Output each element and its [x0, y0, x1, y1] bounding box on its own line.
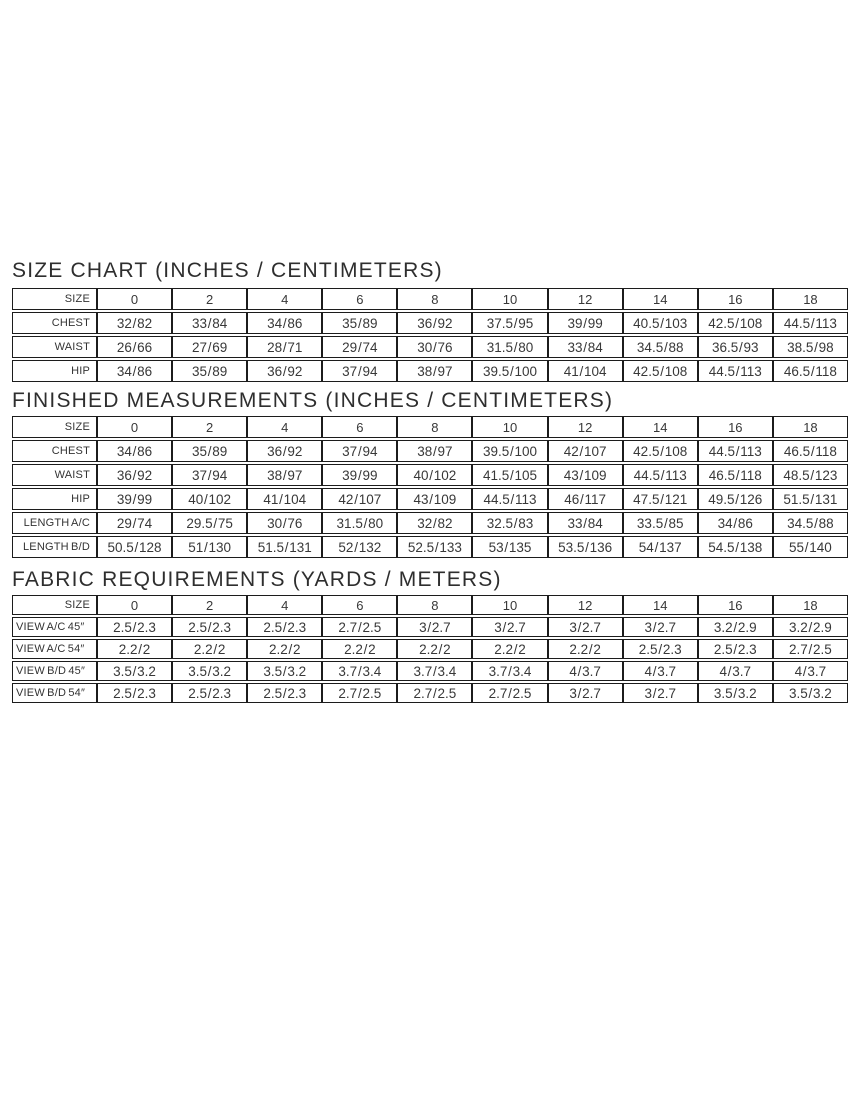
size-column-header: 16 [698, 288, 773, 310]
size-column-header: 18 [773, 288, 848, 310]
measurement-cell: 2.7 / 2.5 [472, 683, 547, 703]
measurement-cell: 27 / 69 [172, 336, 247, 358]
size-column-header: 6 [322, 595, 397, 615]
measurement-cell: 2.5 / 2.3 [97, 617, 172, 637]
measurement-cell: 40 / 102 [397, 464, 472, 486]
measurement-cell: 39.5 / 100 [472, 440, 547, 462]
measurement-cell: 4 / 3.7 [773, 661, 848, 681]
measurement-cell: 29.5 / 75 [172, 512, 247, 534]
measurement-cell: 53.5 / 136 [548, 536, 623, 558]
measurement-cell: 38 / 97 [397, 360, 472, 382]
size-column-header: 10 [472, 288, 547, 310]
measurement-cell: 41 / 104 [247, 488, 322, 510]
size-column-header: 10 [472, 416, 547, 438]
measurement-cell: 38.5 / 98 [773, 336, 848, 358]
measurement-cell: 36.5 / 93 [698, 336, 773, 358]
measurement-cell: 46 / 117 [548, 488, 623, 510]
size-header-row [12, 288, 848, 310]
measurement-cell: 55 / 140 [773, 536, 848, 558]
measurement-cell: 3.7 / 3.4 [322, 661, 397, 681]
measurement-cell: 46.5 / 118 [773, 360, 848, 382]
measurement-cell: 2.5 / 2.3 [623, 639, 698, 659]
measurement-cell: 2.7 / 2.5 [322, 683, 397, 703]
measurement-cell: 3.2 / 2.9 [773, 617, 848, 637]
measurement-cell: 40.5 / 103 [623, 312, 698, 334]
measurement-cell: 34 / 86 [698, 512, 773, 534]
row-label: VIEW A/C 54″ [12, 639, 97, 659]
size-column-header: 12 [548, 595, 623, 615]
measurement-cell: 42.5 / 108 [698, 312, 773, 334]
size-column-header: 2 [172, 595, 247, 615]
table-row [12, 488, 848, 510]
size-header-label: SIZE [12, 595, 97, 615]
fabric-requirements-table [12, 593, 848, 705]
measurement-cell: 3.5 / 3.2 [97, 661, 172, 681]
measurement-cell: 2.5 / 2.3 [172, 683, 247, 703]
measurement-cell: 48.5 / 123 [773, 464, 848, 486]
row-label: CHEST [12, 440, 97, 462]
row-label: WAIST [12, 336, 97, 358]
measurement-cell: 39.5 / 100 [472, 360, 547, 382]
measurement-cell: 3 / 2.7 [623, 683, 698, 703]
size-column-header: 18 [773, 595, 848, 615]
measurement-cell: 37.5 / 95 [472, 312, 547, 334]
measurement-cell: 3.2 / 2.9 [698, 617, 773, 637]
measurement-cell: 4 / 3.7 [548, 661, 623, 681]
measurement-cell: 51.5 / 131 [773, 488, 848, 510]
table-row [12, 312, 848, 334]
row-label: LENGTH B/D [12, 536, 97, 558]
measurement-cell: 40 / 102 [172, 488, 247, 510]
size-column-header: 10 [472, 595, 547, 615]
measurement-cell: 52 / 132 [322, 536, 397, 558]
measurement-cell: 33 / 84 [172, 312, 247, 334]
measurement-cell: 37 / 94 [322, 360, 397, 382]
measurement-cell: 53 / 135 [472, 536, 547, 558]
measurement-cell: 49.5 / 126 [698, 488, 773, 510]
row-label: VIEW B/D 54″ [12, 683, 97, 703]
table-row [12, 464, 848, 486]
size-column-header: 4 [247, 416, 322, 438]
measurement-cell: 2.5 / 2.3 [97, 683, 172, 703]
measurement-cell: 31.5 / 80 [472, 336, 547, 358]
measurement-cell: 3.7 / 3.4 [397, 661, 472, 681]
measurement-cell: 42.5 / 108 [623, 360, 698, 382]
size-column-header: 16 [698, 416, 773, 438]
measurement-cell: 32 / 82 [397, 512, 472, 534]
row-label: HIP [12, 488, 97, 510]
size-column-header: 6 [322, 416, 397, 438]
table-row [12, 639, 848, 659]
size-header-row [12, 595, 848, 615]
measurement-cell: 29 / 74 [322, 336, 397, 358]
size-column-header: 12 [548, 288, 623, 310]
size-header-label: SIZE [12, 288, 97, 310]
row-label: CHEST [12, 312, 97, 334]
fabric-requirements-title: FABRIC REQUIREMENTS (YARDS / METERS) [12, 568, 502, 591]
measurement-cell: 35 / 89 [322, 312, 397, 334]
measurement-cell: 44.5 / 113 [623, 464, 698, 486]
size-header-label: SIZE [12, 416, 97, 438]
measurement-cell: 52.5 / 133 [397, 536, 472, 558]
measurement-cell: 2.7 / 2.5 [397, 683, 472, 703]
measurement-cell: 30 / 76 [397, 336, 472, 358]
measurement-cell: 33 / 84 [548, 512, 623, 534]
measurement-cell: 3.5 / 3.2 [247, 661, 322, 681]
measurement-cell: 2.2 / 2 [247, 639, 322, 659]
finished-measurements-section [12, 390, 848, 560]
measurement-cell: 32.5 / 83 [472, 512, 547, 534]
measurement-cell: 43 / 109 [397, 488, 472, 510]
measurement-cell: 46.5 / 118 [698, 464, 773, 486]
measurement-cell: 34 / 86 [247, 312, 322, 334]
measurement-cell: 3.5 / 3.2 [698, 683, 773, 703]
size-chart-section [12, 260, 848, 384]
measurement-cell: 31.5 / 80 [322, 512, 397, 534]
size-column-header: 18 [773, 416, 848, 438]
table-row [12, 360, 848, 382]
measurement-cell: 42.5 / 108 [623, 440, 698, 462]
measurement-cell: 54 / 137 [623, 536, 698, 558]
measurement-cell: 42 / 107 [548, 440, 623, 462]
measurement-cell: 37 / 94 [172, 464, 247, 486]
measurement-cell: 3.5 / 3.2 [773, 683, 848, 703]
measurement-cell: 44.5 / 113 [698, 440, 773, 462]
measurement-cell: 44.5 / 113 [698, 360, 773, 382]
measurement-cell: 54.5 / 138 [698, 536, 773, 558]
measurement-cell: 38 / 97 [247, 464, 322, 486]
row-label: HIP [12, 360, 97, 382]
measurement-cell: 36 / 92 [247, 440, 322, 462]
measurement-cell: 3.7 / 3.4 [472, 661, 547, 681]
measurement-cell: 3 / 2.7 [548, 617, 623, 637]
measurement-cell: 2.7 / 2.5 [773, 639, 848, 659]
measurement-cell: 37 / 94 [322, 440, 397, 462]
measurement-cell: 26 / 66 [97, 336, 172, 358]
measurement-cell: 3 / 2.7 [623, 617, 698, 637]
size-chart-title: SIZE CHART (INCHES / CENTIMETERS) [12, 259, 443, 282]
table-row [12, 617, 848, 637]
size-column-header: 2 [172, 416, 247, 438]
row-label: VIEW A/C 45″ [12, 617, 97, 637]
table-row [12, 336, 848, 358]
fabric-requirements-section [12, 569, 848, 705]
measurement-cell: 36 / 92 [97, 464, 172, 486]
measurement-cell: 4 / 3.7 [623, 661, 698, 681]
measurement-cell: 29 / 74 [97, 512, 172, 534]
row-label: VIEW B/D 45″ [12, 661, 97, 681]
measurement-cell: 47.5 / 121 [623, 488, 698, 510]
measurement-cell: 33.5 / 85 [623, 512, 698, 534]
size-column-header: 8 [397, 288, 472, 310]
finished-measurements-title: FINISHED MEASUREMENTS (INCHES / CENTIMETERS) [12, 389, 614, 412]
measurement-cell: 43 / 109 [548, 464, 623, 486]
measurement-cell: 39 / 99 [322, 464, 397, 486]
measurement-cell: 33 / 84 [548, 336, 623, 358]
measurement-cell: 39 / 99 [548, 312, 623, 334]
measurement-cell: 41 / 104 [548, 360, 623, 382]
size-column-header: 12 [548, 416, 623, 438]
measurement-cell: 2.2 / 2 [397, 639, 472, 659]
measurement-cell: 46.5 / 118 [773, 440, 848, 462]
measurement-cell: 4 / 3.7 [698, 661, 773, 681]
size-column-header: 8 [397, 416, 472, 438]
measurement-cell: 35 / 89 [172, 360, 247, 382]
measurement-cell: 30 / 76 [247, 512, 322, 534]
size-column-header: 16 [698, 595, 773, 615]
size-column-header: 2 [172, 288, 247, 310]
size-chart-table [12, 286, 848, 384]
measurement-cell: 3 / 2.7 [397, 617, 472, 637]
size-column-header: 0 [97, 288, 172, 310]
size-column-header: 14 [623, 288, 698, 310]
table-row [12, 536, 848, 558]
size-column-header: 4 [247, 595, 322, 615]
row-label: LENGTH A/C [12, 512, 97, 534]
measurement-cell: 36 / 92 [247, 360, 322, 382]
measurement-cell: 2.2 / 2 [548, 639, 623, 659]
table-row [12, 440, 848, 462]
measurement-cell: 34 / 86 [97, 360, 172, 382]
measurement-cell: 34 / 86 [97, 440, 172, 462]
measurement-cell: 42 / 107 [322, 488, 397, 510]
size-column-header: 14 [623, 416, 698, 438]
measurement-cell: 39 / 99 [97, 488, 172, 510]
measurement-cell: 2.2 / 2 [472, 639, 547, 659]
measurement-cell: 2.5 / 2.3 [247, 617, 322, 637]
measurement-cell: 35 / 89 [172, 440, 247, 462]
measurement-cell: 51.5 / 131 [247, 536, 322, 558]
measurement-cell: 28 / 71 [247, 336, 322, 358]
measurement-cell: 34.5 / 88 [773, 512, 848, 534]
measurement-cell: 50.5 / 128 [97, 536, 172, 558]
measurement-cell: 36 / 92 [397, 312, 472, 334]
measurement-cell: 2.2 / 2 [172, 639, 247, 659]
size-header-row [12, 416, 848, 438]
size-column-header: 8 [397, 595, 472, 615]
measurement-cell: 51 / 130 [172, 536, 247, 558]
table-row [12, 512, 848, 534]
measurement-cell: 44.5 / 113 [773, 312, 848, 334]
measurement-cell: 2.5 / 2.3 [172, 617, 247, 637]
measurement-cell: 2.2 / 2 [322, 639, 397, 659]
table-row [12, 683, 848, 703]
row-label: WAIST [12, 464, 97, 486]
measurement-cell: 32 / 82 [97, 312, 172, 334]
size-column-header: 0 [97, 416, 172, 438]
finished-measurements-table [12, 414, 848, 560]
size-column-header: 0 [97, 595, 172, 615]
measurement-cell: 38 / 97 [397, 440, 472, 462]
measurement-cell: 3.5 / 3.2 [172, 661, 247, 681]
size-column-header: 14 [623, 595, 698, 615]
measurement-cell: 3 / 2.7 [548, 683, 623, 703]
size-column-header: 4 [247, 288, 322, 310]
measurement-cell: 34.5 / 88 [623, 336, 698, 358]
measurement-cell: 2.7 / 2.5 [322, 617, 397, 637]
measurement-cell: 44.5 / 113 [472, 488, 547, 510]
size-column-header: 6 [322, 288, 397, 310]
size-chart-page [12, 260, 848, 705]
measurement-cell: 41.5 / 105 [472, 464, 547, 486]
table-row [12, 661, 848, 681]
measurement-cell: 2.2 / 2 [97, 639, 172, 659]
measurement-cell: 2.5 / 2.3 [247, 683, 322, 703]
measurement-cell: 2.5 / 2.3 [698, 639, 773, 659]
measurement-cell: 3 / 2.7 [472, 617, 547, 637]
